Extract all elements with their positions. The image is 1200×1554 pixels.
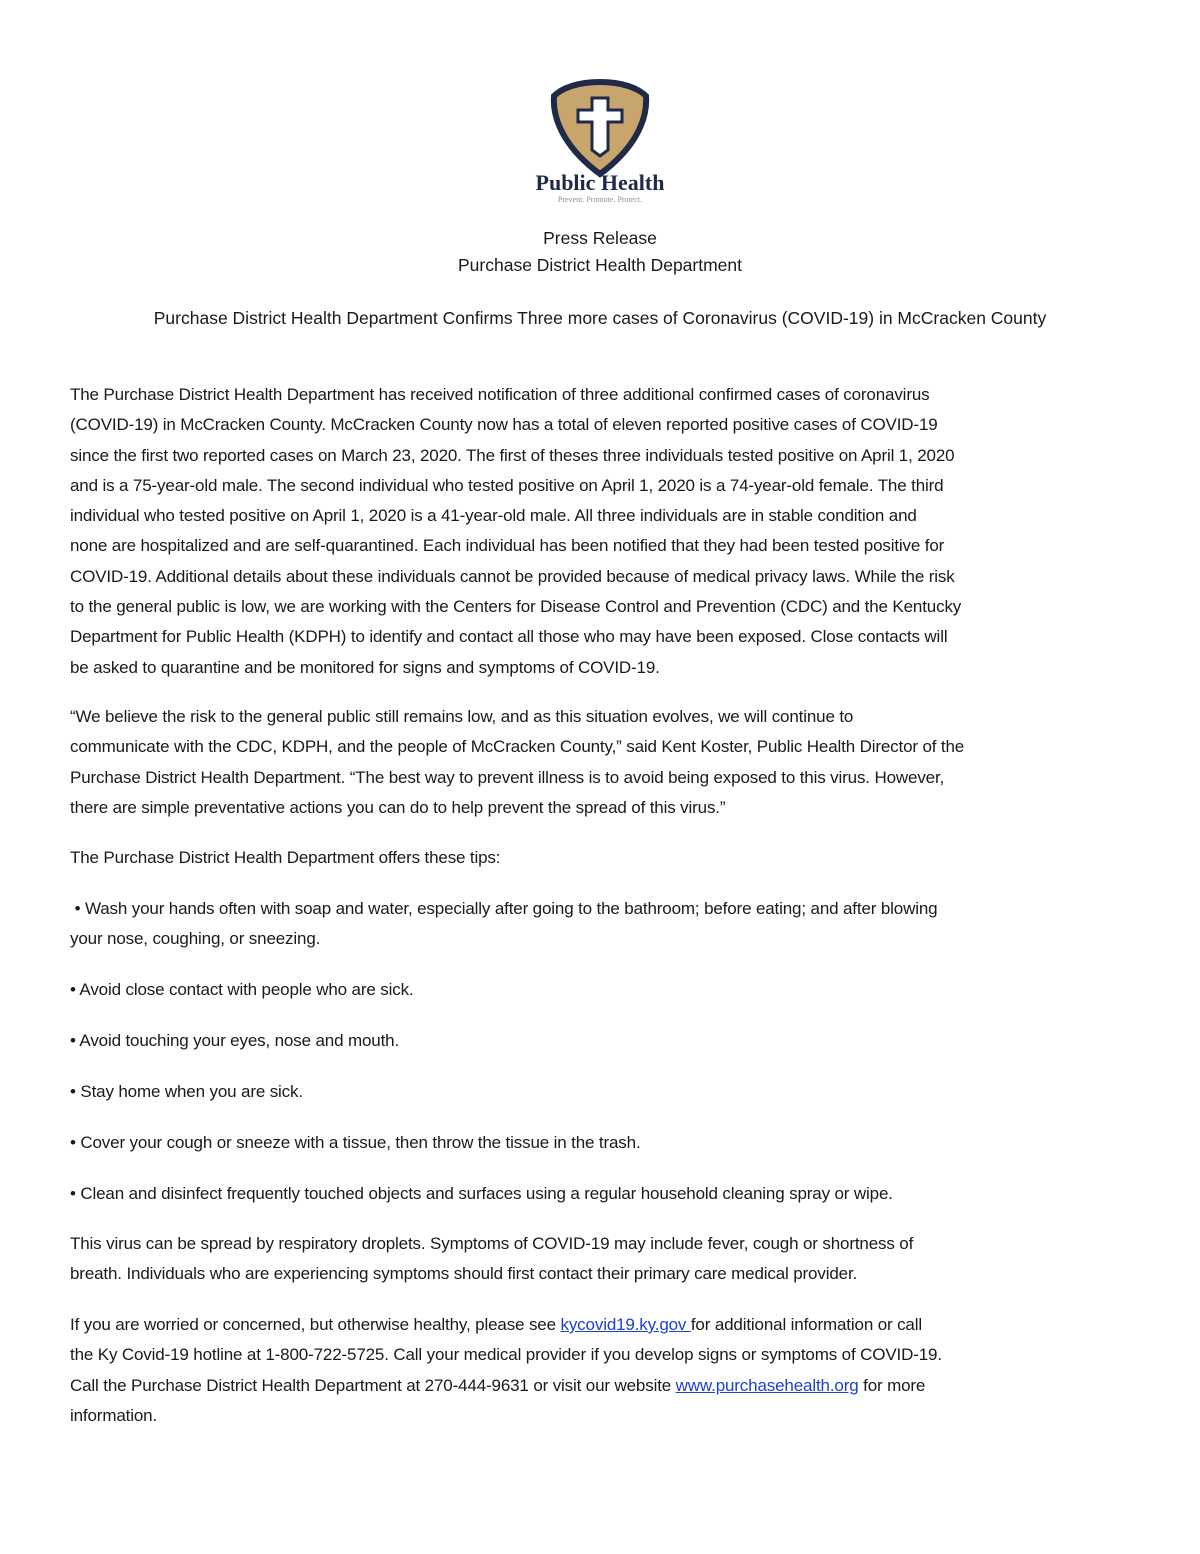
text-segment: for more: [858, 1375, 926, 1395]
paragraph-2-quote: [70, 702, 1140, 823]
text-line: Purchase District Health Department. “The best way to prevent illness is to avoid being exposed to this virus. However,: [70, 767, 945, 787]
text-line: communicate with the CDC, KDPH, and the people of McCracken County,” said Kent Koster, Public Health Director of the: [70, 737, 965, 757]
text-line: (COVID-19) in McCracken County. McCracken County now has a total of eleven reported positive cases of COVID-19: [70, 415, 938, 435]
text-line: there are simple preventative actions you can do to help prevent the spread of this virus.”: [70, 797, 726, 817]
text-segment: for additional information or call: [690, 1315, 922, 1334]
text-line: and is a 75-year-old male. The second individual who tested positive on April 1, 2020 is a 74-year-old female. The third: [70, 475, 944, 495]
tip-4: [70, 1077, 1140, 1107]
svg-text:Prevent. Promote. Protect.: Prevent. Promote. Protect.: [557, 195, 643, 204]
text-line: • Wash your hands often with soap and water, especially after going to the bathroom; before eating; and after blowing: [70, 899, 938, 918]
text-line: • Avoid touching your eyes, nose and mouth.: [70, 1031, 400, 1050]
text-line: breath. Individuals who are experiencing symptoms should first contact their primary care medical provider.: [70, 1264, 858, 1284]
text-line: • Avoid close contact with people who are sick.: [70, 980, 414, 999]
text-line: The Purchase District Health Department offers these tips:: [70, 848, 501, 867]
text-line: Department for Public Health (KDPH) to identify and contact all those who may have been exposed. Close contacts will: [70, 627, 948, 647]
kycovid19-link[interactable]: kycovid19.ky.gov: [560, 1315, 691, 1334]
tip-1: [70, 894, 1140, 955]
tip-3: [70, 1026, 1140, 1056]
text-line: to the general public is low, we are working with the Centers for Disease Control and Prevention (CDC) and the Kentucky: [70, 597, 962, 617]
headline: Purchase District Health Department Confirms Three more cases of Coronavirus (COVID-19) in McCracken County: [153, 308, 1047, 328]
department-name: Purchase District Health Department: [458, 255, 742, 275]
text-line: the Ky Covid-19 hotline at 1-800-722-5725. Call your medical provider if you develop signs or symptoms of COVID-19.: [70, 1345, 942, 1365]
text-line: [70, 1310, 1140, 1340]
text-line: “We believe the risk to the general public still remains low, and as this situation evolves, we will continue to: [70, 707, 854, 726]
paragraph-3: [70, 1229, 1140, 1290]
tip-6: [70, 1179, 1140, 1209]
text-line: since the first two reported cases on March 23, 2020. The first of theses three individuals tested positive on April 1, 2020: [70, 445, 955, 465]
tip-2: [70, 975, 1140, 1005]
paragraph-1: [70, 380, 1140, 683]
text-line: • Clean and disinfect frequently touched objects and surfaces using a regular household cleaning spray or wipe.: [70, 1184, 893, 1203]
text-segment: If you are worried or concerned, but otherwise healthy, please see: [70, 1315, 561, 1334]
text-line: This virus can be spread by respiratory droplets. Symptoms of COVID-19 may include fever, cough or shortness of: [70, 1234, 914, 1253]
text-line: • Stay home when you are sick.: [70, 1082, 303, 1101]
text-line: none are hospitalized and are self-quarantined. Each individual has been notified that they had been tested positive for: [70, 536, 945, 556]
press-release-label: Press Release: [543, 228, 657, 248]
text-line: information.: [70, 1405, 158, 1425]
text-line: your nose, coughing, or sneezing.: [70, 929, 321, 949]
svg-text:Public Health: Public Health: [535, 170, 665, 195]
tips-intro: [70, 843, 1140, 873]
text-line: The Purchase District Health Department has received notification of three additional confirmed cases of coronavirus: [70, 385, 930, 404]
tip-5: [70, 1128, 1140, 1158]
text-line: individual who tested positive on April 1, 2020 is a 41-year-old male. All three individuals are in stable condition and: [70, 506, 917, 526]
purchasehealth-link[interactable]: www.purchasehealth.org: [675, 1375, 859, 1395]
text-line: [70, 1371, 1140, 1401]
public-health-logo: [520, 74, 680, 206]
text-line: be asked to quarantine and be monitored for signs and symptoms of COVID-19.: [70, 657, 660, 677]
text-line: COVID-19. Additional details about these individuals cannot be provided because of medical privacy laws. While the risk: [70, 566, 955, 586]
text-segment: Call the Purchase District Health Department at 270-444-9631 or visit our website: [70, 1375, 676, 1395]
text-line: • Cover your cough or sneeze with a tissue, then throw the tissue in the trash.: [70, 1133, 641, 1152]
paragraph-4: [70, 1310, 1140, 1431]
